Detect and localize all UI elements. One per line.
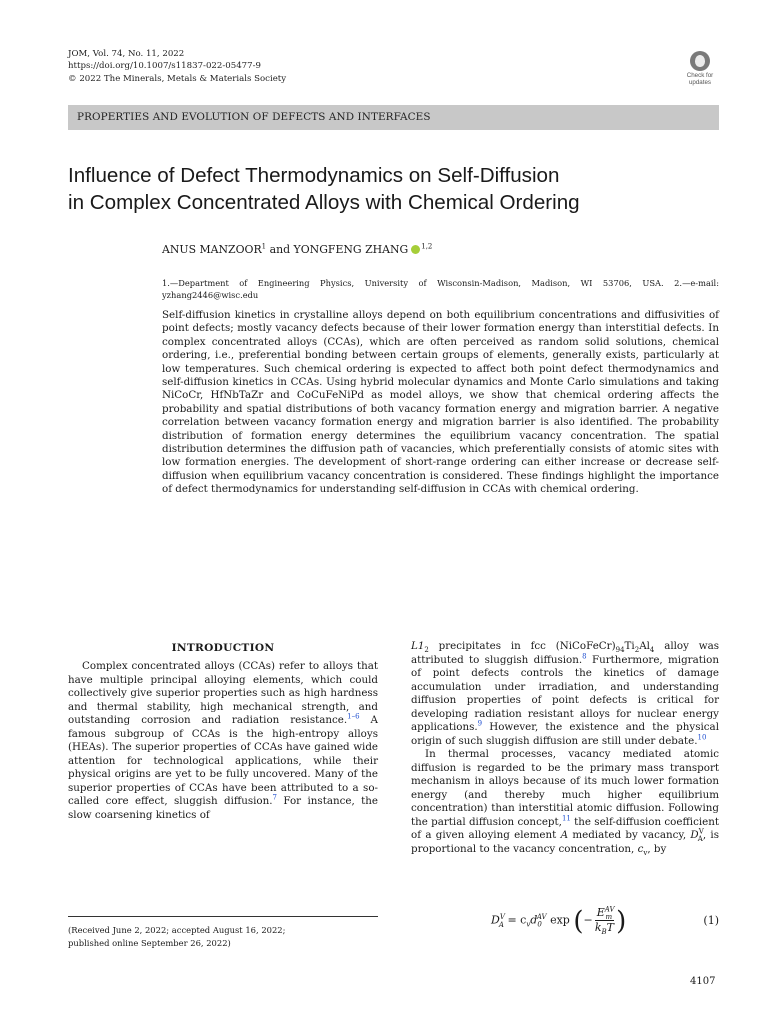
author-list: [162, 243, 432, 257]
author-affiliation-mark: 1: [261, 242, 267, 251]
paragraph: Complex concentrated alloys (CCAs) refer to alloys that have multiple principal alloying elements, which could collectively give superior properties such as high hardness and thermal stability, high mechanical strength, and outstanding corrosion and radiation resistance.$^{1-6}$ A famous subgroup of CCAs is the high-entropy alloys (HEAs). The superior properties of CCAs have gained wide attention for technological applications, while their physical origins are yet to be fully uncovered. Many of the superior properties of CCAs have been attributed to a so-called core effect, sluggish diffusion.$^7$ For instance, the slow coarsening kinetics of: [68, 660, 378, 821]
citation-link[interactable]: 9: [477, 719, 483, 728]
citation-link[interactable]: 11: [561, 814, 571, 823]
affiliations: 1.—Department of Engineering Physics, University of Wisconsin-Madison, Madison, WI 53706, USA. 2.—e-mail: yzhang2446@wisc.edu: [162, 278, 719, 301]
copyright-notice: © 2022 The Minerals, Metals & Materials Society: [68, 73, 287, 84]
equation-number: (1): [703, 914, 719, 927]
citation-link[interactable]: 8: [582, 652, 587, 661]
paragraph: $L1_2$ precipitates in fcc $(NiCoFeCr)_{94}Ti_2Al_4$ alloy was attributed to sluggish diffusion.$^8$ Furthermore, migration of point defects controls the kinetics of damage accumulation under irradiation, and understanding diffusion properties of point defects is critical for developing radiation resistant alloys for nuclear energy applications.$^9$ However, the existence and the physical origin of such sluggish diffusion are still under debate.$^{10}$: [411, 640, 719, 747]
paragraph: In thermal processes, vacancy mediated atomic diffusion is regarded to be the primary mass transport mechanism in alloys because of its much lower formation energy (and thereby much higher equilibrium concentration) than interstitial atomic diffusion. Following the partial diffusion concept,$^{11}$ the self-diffusion coefficient of a given alloying element A mediated by vacancy, $D^V_A$, is proportional to the vacancy concentration, $c_v$, by: [411, 748, 719, 857]
page-number: 4107: [690, 976, 716, 987]
doi-link[interactable]: https://doi.org/10.1007/s11837-022-05477-9: [68, 61, 261, 72]
section-heading: INTRODUCTION: [171, 642, 275, 654]
footnote-line: published online September 26, 2022): [68, 937, 231, 948]
citation-link[interactable]: 10: [697, 733, 707, 742]
article-title: [68, 162, 718, 216]
column-right: [411, 640, 719, 856]
equation-1: [411, 902, 719, 942]
author-conjunction: and: [266, 243, 294, 256]
badge-label-line2: updates: [688, 78, 712, 86]
equation-fraction: $\frac{E^{AV}_m}{k_BT}$: [594, 905, 615, 937]
author-name: ANUS MANZOOR: [162, 243, 262, 256]
badge-label-line1: Check for: [686, 72, 714, 79]
column-left: [68, 641, 378, 822]
author-name: YONGFENG ZHANG: [293, 243, 409, 256]
title-line-1: Influence of Defect Thermodynamics on Self-Diffusion: [68, 164, 560, 187]
section-banner: PROPERTIES AND EVOLUTION OF DEFECTS AND INTERFACES: [68, 105, 719, 130]
abstract: Self-diffusion kinetics in crystalline alloys depend on both equilibrium concentrations and diffusivities of point defects; mostly vacancy defects because of their lower formation energy than interstitial defects. In complex concentrated alloys (CCAs), which are often perceived as random solid solutions, chemical ordering, i.e., preferential bonding between certain groups of elements, generally exists, particularly at low temperatures. Such chemical ordering is expected to affect both point defect thermodynamics and self-diffusion kinetics in CCAs. Using hybrid molecular dynamics and Monte Carlo simulations and taking NiCoCr, HfNbTaZr and CoCuFeNiPd as model alloys, we show that chemical ordering affects the probability and spatial distributions of both vacancy formation energy and migration barrier. A negative correlation between vacancy formation energy and migration barrier is also identified. The probability distribution of formation energy determines the equilibrium vacancy concentration. The spatial distribution determines the diffusion path of vacancies, which preferentially consists of atomic sites with low formation energies. The development of short-range ordering can either increase or decrease self-diffusion when equilibrium vacancy concentration is considered. These findings highlight the importance of defect thermodynamics for understanding self-diffusion in CCAs with chemical ordering.: [162, 309, 719, 496]
footnote-line: (Received June 2, 2022; accepted August 16, 2022;: [68, 925, 286, 935]
received-dates: [68, 924, 378, 949]
author-affiliation-mark: 1,2: [421, 242, 433, 251]
orcid-icon[interactable]: [411, 245, 420, 254]
citation-link[interactable]: 1–6: [347, 712, 360, 721]
bookmark-icon: [690, 51, 710, 71]
journal-citation: JOM, Vol. 74, No. 11, 2022: [68, 49, 185, 59]
footnote-divider: [68, 916, 378, 917]
header-meta: [68, 48, 286, 85]
check-for-updates-badge[interactable]: [680, 51, 720, 89]
citation-link[interactable]: 7: [272, 793, 277, 802]
equation-expression: $D^V_A = c_vd_0^{AV}$ exp (− $\frac{E^{AV}_m}{k_BT}$ ): [491, 905, 627, 937]
title-line-2: in Complex Concentrated Alloys with Chemical Ordering: [68, 191, 580, 214]
